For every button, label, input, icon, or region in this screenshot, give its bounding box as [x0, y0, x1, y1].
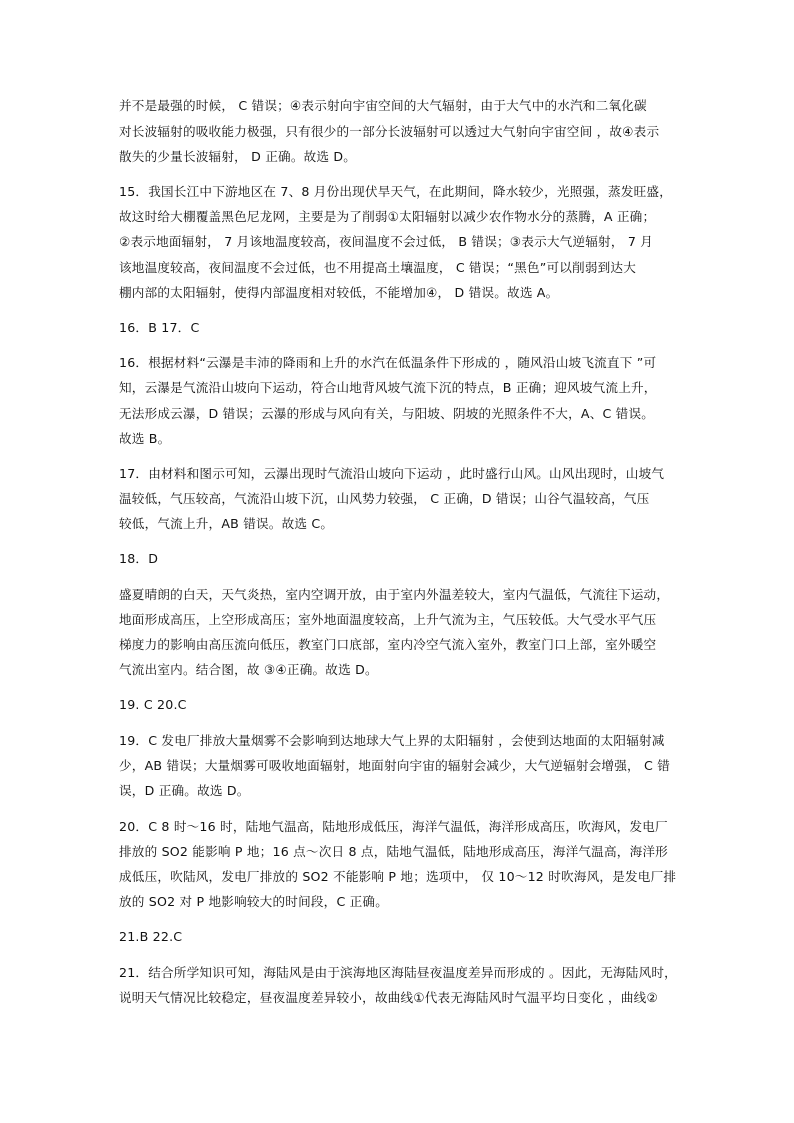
- text-line: 15．我国长江中下游地区在 7、8 月份出现伏旱天气，在此期间，降水较少，光照强，蒸发旺盛，: [119, 184, 673, 199]
- text-line: 并不是最强的时候， C 错误；④表示射向宇宙空间的大气辐射，由于大气中的水汽和二氧化碳: [119, 98, 647, 113]
- text-line: 19．C 发电厂排放大量烟雾不会影响到达地球大气上界的太阳辐射 ，会使到达地面的太阳辐射减: [119, 733, 665, 748]
- text-line: 对长波辐射的吸收能力极强，只有很少的一部分长波辐射可以透过大气射向宇宙空间 ，故④表示: [119, 124, 660, 139]
- text-line: 地面形成高压，上空形成高压；室外地面温度较高，上升气流为主，气压较低。大气受水平气压: [119, 612, 657, 627]
- answer-key-line: 16．B 17．C: [119, 320, 200, 335]
- text-line: 少，AB 错误；大量烟雾可吸收地面辐射，地面射向宇宙的辐射会减少，大气逆辐射会增强， C 错: [119, 758, 671, 773]
- text-line: 排放的 SO2 能影响 P 地；16 点～次日 8 点，陆地气温低，陆地形成高压，海洋气温高，海洋形: [119, 844, 668, 859]
- text-line: 该地温度较高，夜间温度不会过低，也不用提高土壤温度， C 错误；“黑色”可以削弱到达大: [119, 260, 637, 275]
- answer-key-line: 18．D: [119, 551, 159, 566]
- text-line: 梯度力的影响由高压流向低压，教室门口底部，室内冷空气流入室外，教室门口上部，室外暖空: [119, 637, 657, 652]
- text-line: 较低，气流上升，AB 错误。故选 C。: [119, 516, 334, 531]
- text-line: 放的 SO2 对 P 地影响较大的时间段，C 正确。: [119, 894, 389, 909]
- text-line: 20．C 8 时～16 时，陆地气温高，陆地形成低压，海洋气温低，海洋形成高压，吹海风，发电厂: [119, 819, 668, 834]
- text-line: 盛夏晴朗的白天，天气炎热，室内空调开放，由于室内外温差较大，室内气温低，气流往下运动，: [119, 587, 670, 602]
- text-line: 成低压，吹陆风，发电厂排放的 SO2 不能影响 P 地；选项中， 仅 10～12 时吹海风，是发电厂排: [119, 869, 677, 884]
- text-line: 16．根据材料“云瀑是丰沛的降雨和上升的水汽在低温条件下形成的 ，随风沿山坡飞流直下 ”可: [119, 355, 657, 370]
- text-line: ②表示地面辐射， 7 月该地温度较高，夜间温度不会过低， B 错误；③表示大气逆辐射， 7 月: [119, 234, 654, 249]
- text-line: 说明天气情况比较稳定，昼夜温度差异较小，故曲线①代表无海陆风时气温平均日变化 ，曲线②: [119, 990, 658, 1005]
- text-line: 故选 B。: [119, 431, 171, 446]
- text-line: 无法形成云瀑，D 错误；云瀑的形成与风向有关，与阳坡、阴坡的光照条件不大，A、C 错误。: [119, 406, 655, 421]
- text-line: 17．由材料和图示可知，云瀑出现时气流沿山坡向下运动 ，此时盛行山风。山风出现时，山坡气: [119, 466, 665, 481]
- text-line: 温较低，气压较高，气流沿山坡下沉，山风势力较强， C 正确，D 错误；山谷气温较高，气压: [119, 491, 650, 506]
- text-line: 棚内部的太阳辐射，使得内部温度相对较低，不能增加④， D 错误。故选 A。: [119, 285, 559, 300]
- text-line: 散失的少量长波辐射， D 正确。故选 D。: [119, 149, 357, 164]
- answer-key-line: 19. C 20.C: [119, 697, 187, 712]
- text-line: 知，云瀑是气流沿山坡向下运动，符合山地背风坡气流下沉的特点，B 正确；迎风坡气流上升，: [119, 380, 657, 395]
- text-line: 故这时给大棚覆盖黑色尼龙网，主要是为了削弱①太阳辐射以减少农作物水分的蒸腾，A 正确；: [119, 209, 656, 224]
- text-line: 误，D 正确。故选 D。: [119, 783, 250, 798]
- text-line: 21．结合所学知识可知，海陆风是由于滨海地区海陆昼夜温度差异而形成的 。因此，无海陆风时，: [119, 965, 677, 980]
- text-line: 气流出室内。结合图，故 ③④正确。故选 D。: [119, 662, 378, 677]
- answer-key-line: 21.B 22.C: [119, 929, 183, 944]
